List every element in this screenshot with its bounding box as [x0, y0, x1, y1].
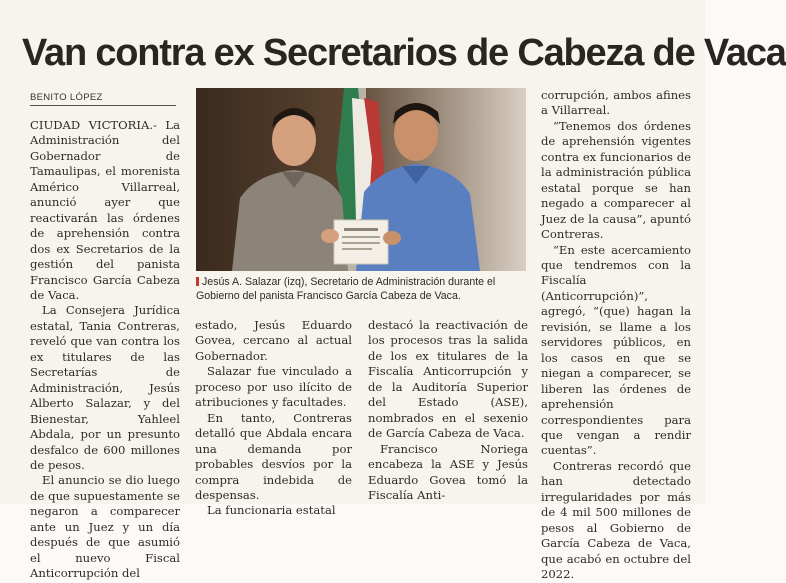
paragraph: Salazar fue vinculado a proceso por uso ilícito de atribuciones y facultades. [195, 364, 352, 410]
paragraph: estado, Jesús Eduardo Govea, cercano al actual Gobernador. [195, 318, 352, 363]
byline: BENITO LÓPEZ [30, 92, 103, 103]
paragraph: La Consejera Jurídica estatal, Tania Contreras, reveló que van contra los ex titulares de las Secretarías de Administración, Jesús Alberto Salazar, y del Bienestar, Yahleel Abdala, por un presunto desfalco de 600 millones de pesos. [30, 303, 180, 472]
paragraph: El anuncio se dio luego de que supuestamente se negaron a comparecer ante un Juez y un día después de que asumió el nuevo Fiscal Anticorrupción del [30, 473, 180, 581]
photo-illustration [196, 88, 526, 271]
paragraph: “Tenemos dos órdenes de aprehensión vigentes contra ex funcionarios de la administración pública estatal porque se han negado a comparecer al Juez de la causa”, apuntó Contreras. [541, 118, 691, 242]
paragraph: CIUDAD VICTORIA.- La Administración del Gobernador de Tamaulipas, el morenista Américo Villarreal, anunció ayer que reactivarán las órdenes de aprehensión contra dos ex Secretarios de la gestión del panista Francisco García Cabeza de Vaca. [30, 118, 180, 302]
photo-caption [196, 275, 530, 303]
paragraph: En tanto, Contreras detalló que Abdala encara una demanda por probables desvíos por la compra indebida de despensas. [195, 410, 352, 502]
paragraph: Francisco Noriega encabeza la ASE y Jesús Eduardo Govea tomó la Fiscalía Anti- [368, 441, 528, 502]
paragraph: “En este acercamiento que tendremos con la Fiscalía (Anticorrupción)”, agregó, “(que) hagan la revisión, se llame a los servidores públicos, en los casos en que se niegan a comparecer, se liberen las órdenes de aprehensión correspondientes para que vengan a rendir cuentas”. [541, 242, 691, 458]
caption-text: Jesús A. Salazar (izq), Secretario de Administración durante el Gobierno del panista Francisco García Cabeza de Vaca. [196, 276, 496, 302]
paragraph: destacó la reactivación de los procesos tras la salida de los ex titulares de la Fiscalía Anticorrupción y de la Auditoría Superior del Estado (ASE), nombrados en el sexenio de García Cabeza de Vaca. [368, 318, 528, 441]
caption-marker [196, 277, 199, 286]
article-column-1 [30, 118, 180, 582]
paragraph: corrupción, ambos afines a Villarreal. [541, 88, 691, 118]
paragraph: La funcionaria estatal [207, 503, 336, 518]
article-column-4 [541, 88, 691, 583]
headline: Van contra ex Secretarios de Cabeza de Vaca [22, 32, 786, 74]
article-photo [196, 88, 526, 271]
article-column-2 [195, 318, 352, 519]
article-column-3 [368, 318, 528, 503]
paragraph: Contreras recordó que han detectado irregularidades por más de 4 mil 500 millones de pesos al Gobierno de García Cabeza de Vaca, que acabó en octubre del 2022. [541, 458, 691, 582]
byline-rule [30, 105, 176, 106]
